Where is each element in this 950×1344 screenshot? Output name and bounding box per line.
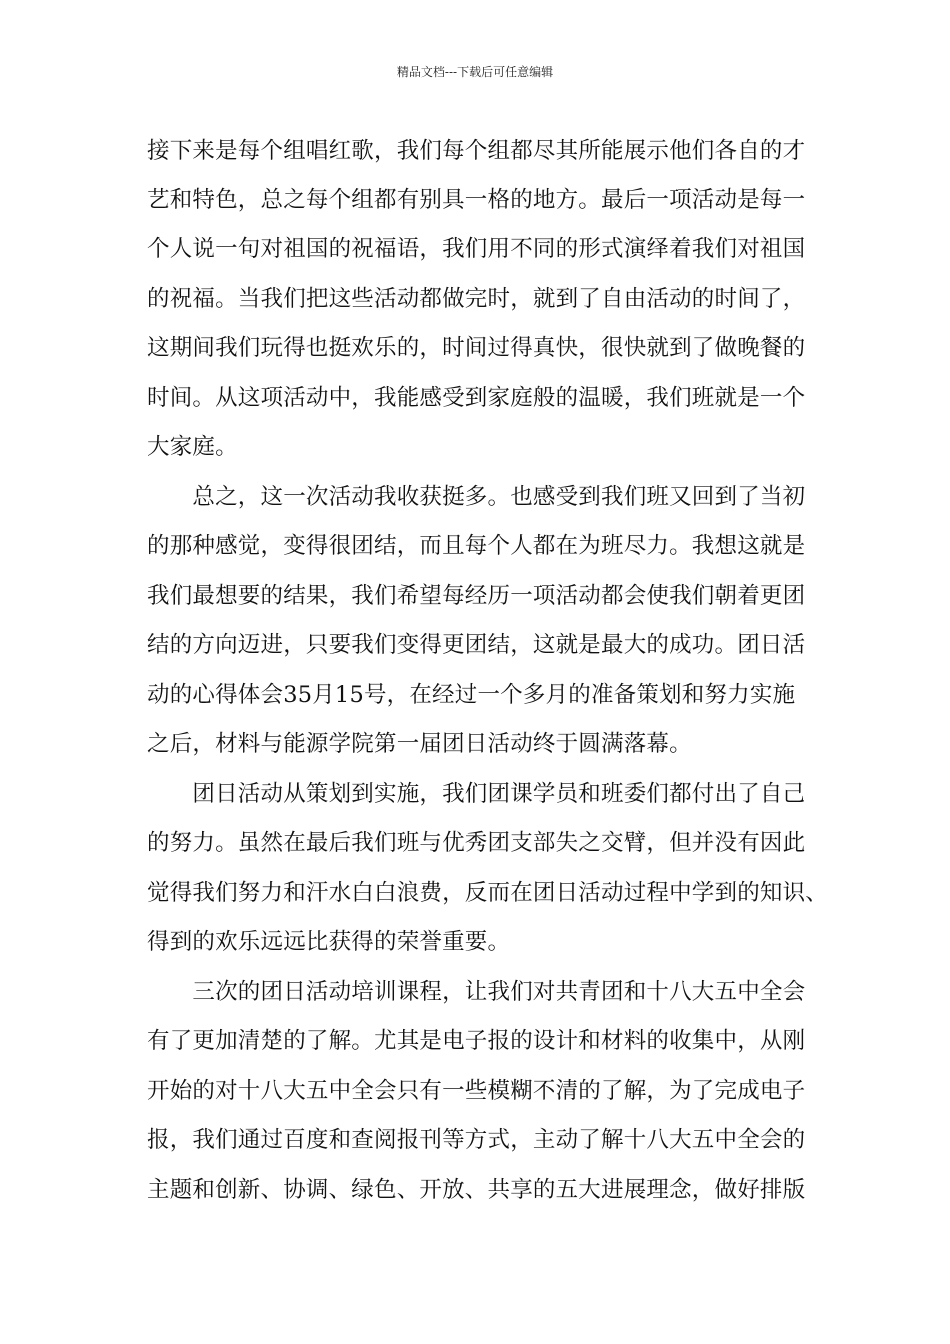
text-line: 个人说一句对祖国的祝福语，我们用不同的形式演绎着我们对祖国 [147, 236, 806, 262]
page-header: 精品文档---下载后可任意编辑 [396, 65, 554, 79]
text-line: 得到的欢乐远远比获得的荣誉重要。 [147, 929, 511, 955]
text-line: 时间。从这项活动中，我能感受到家庭般的温暖，我们班就是一个 [147, 385, 806, 411]
text-line: 结的方向迈进，只要我们变得更团结，这就是最大的成功。团日活 [147, 632, 806, 658]
text-line: 的努力。虽然在最后我们班与优秀团支部失之交臂，但并没有因此 [147, 830, 806, 856]
text-line: 这期间我们玩得也挺欢乐的，时间过得真快，很快就到了做晚餐的 [147, 335, 806, 361]
text-line: 我们最想要的结果，我们希望每经历一项活动都会使我们朝着更团 [147, 583, 806, 609]
text-line: 动的心得体会35月15号，在经过一个多月的准备策划和努力实施 [147, 682, 796, 708]
text-line: 之后，材料与能源学院第一届团日活动终于圆满落幕。 [147, 731, 692, 757]
text-line: 接下来是每个组唱红歌，我们每个组都尽其所能展示他们各自的才 [147, 138, 806, 164]
text-line: 团日活动从策划到实施，我们团课学员和班委们都付出了自己 [147, 781, 806, 807]
text-line: 三次的团日活动培训课程，让我们对共青团和十八大五中全会 [147, 979, 806, 1005]
text-line: 报，我们通过百度和查阅报刊等方式，主动了解十八大五中全会的 [147, 1127, 806, 1153]
text-line: 的那种感觉，变得很团结，而且每个人都在为班尽力。我想这就是 [147, 533, 806, 559]
text-line: 主题和创新、协调、绿色、开放、共享的五大进展理念，做好排版 [147, 1177, 806, 1203]
text-line: 开始的对十八大五中全会只有一些模糊不清的了解，为了完成电子 [147, 1078, 806, 1104]
text-line: 的祝福。当我们把这些活动都做完时，就到了自由活动的时间了， [147, 286, 806, 312]
text-line: 有了更加清楚的了解。尤其是电子报的设计和材料的收集中，从刚 [147, 1028, 806, 1054]
text-line: 觉得我们努力和汗水白白浪费，反而在团日活动过程中学到的知识、 [147, 880, 829, 906]
text-line: 总之，这一次活动我收获挺多。也感受到我们班又回到了当初 [147, 484, 806, 510]
text-line: 大家庭。 [147, 434, 238, 460]
text-line: 艺和特色，总之每个组都有别具一格的地方。最后一项活动是每一 [147, 187, 806, 213]
